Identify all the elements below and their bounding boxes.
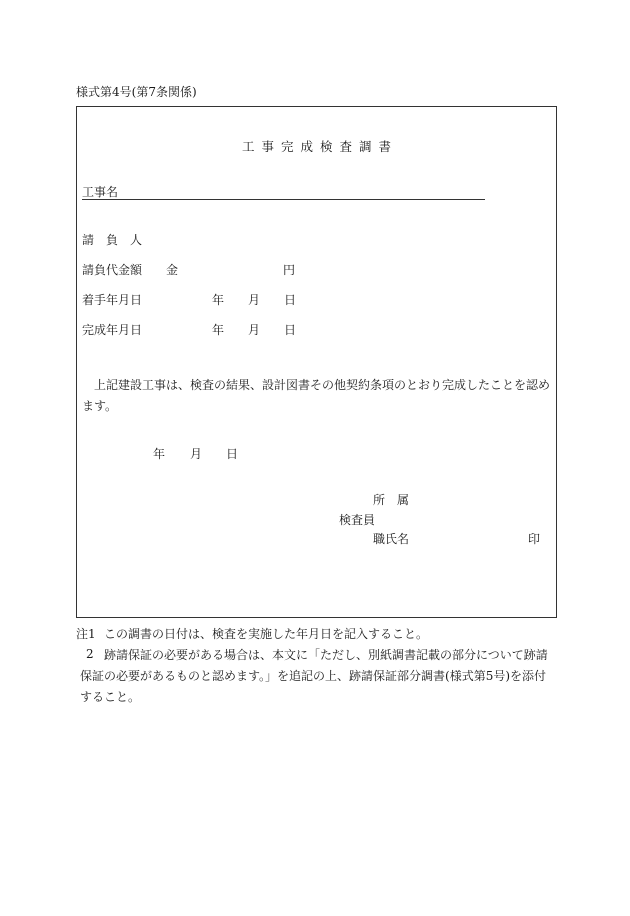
note-1-text: この調書の日付は、検査を実施した年月日を記入すること。 bbox=[104, 627, 429, 641]
completion-date-year: 年 bbox=[212, 323, 225, 337]
completion-date-day: 日 bbox=[284, 323, 297, 337]
inspection-date-month: 月 bbox=[190, 447, 203, 461]
start-date-month: 月 bbox=[248, 293, 261, 307]
start-date-year: 年 bbox=[212, 293, 225, 307]
project-name-underline bbox=[82, 199, 485, 200]
inspector-name-label: 職氏名 bbox=[373, 532, 410, 546]
start-date-label: 着手年月日 bbox=[82, 293, 143, 307]
start-date-day: 日 bbox=[284, 293, 297, 307]
contract-amount-label: 請負代金額 bbox=[82, 263, 143, 277]
seal-label: 印 bbox=[528, 532, 541, 546]
form-number: 様式第4号(第7条関係) bbox=[76, 85, 197, 99]
contractor-label: 請 負 人 bbox=[82, 233, 143, 247]
inspector-role-label: 検査員 bbox=[339, 513, 376, 527]
form-box bbox=[76, 106, 557, 618]
document-title: 工事完成検査調書 bbox=[242, 139, 399, 154]
amount-unit: 円 bbox=[283, 263, 296, 277]
project-name-label: 工事名 bbox=[82, 185, 119, 199]
completion-date-label: 完成年月日 bbox=[82, 323, 143, 337]
inspection-date-day: 日 bbox=[226, 447, 239, 461]
note-1-marker: 注1 bbox=[76, 627, 96, 641]
affiliation-label: 所 属 bbox=[373, 493, 410, 507]
note-2-marker: 2 bbox=[86, 647, 94, 661]
amount-prefix: 金 bbox=[166, 263, 179, 277]
note-2-text: 跡請保証の必要がある場合は、本文に「ただし、別紙調書記載の部分について跡請保証の必要があるものと認めます。」を追記の上、跡請保証部分調書(様式第5号)を添付すること。 bbox=[80, 648, 548, 704]
completion-date-month: 月 bbox=[248, 323, 261, 337]
inspection-date-year: 年 bbox=[153, 447, 166, 461]
certification-text: 上記建設工事は、検査の結果、設計図書その他契約条項のとおり完成したことを認めます。 bbox=[82, 378, 551, 413]
